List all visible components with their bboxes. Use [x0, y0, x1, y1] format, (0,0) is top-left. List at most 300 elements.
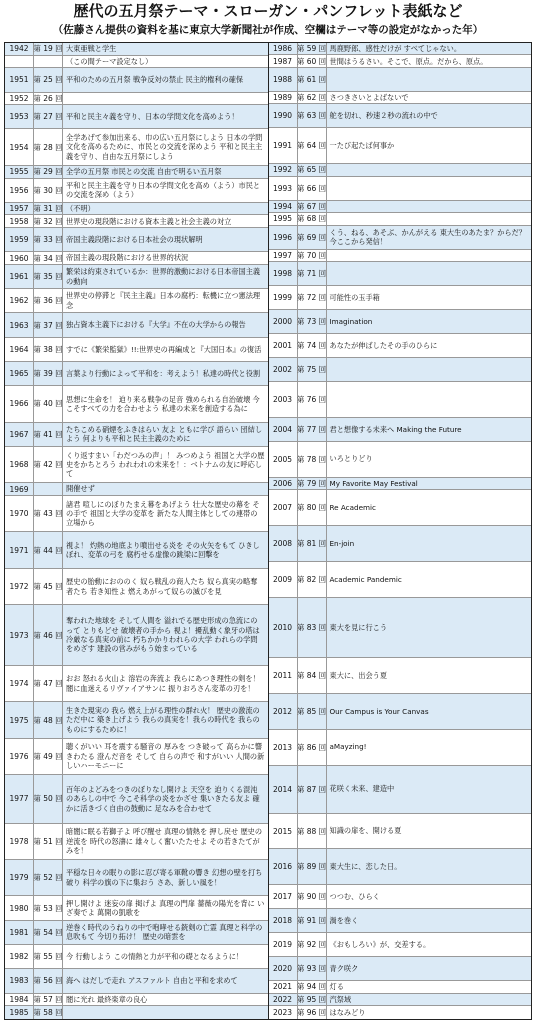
theme-cell — [330, 730, 529, 765]
edition-cell: 第 50 回 — [34, 775, 63, 823]
edition-cell: 第 66 回 — [298, 177, 327, 200]
theme-text: 思想に生命を！ 迫り来る戦争の足音 強められる自治破壊 今こそすべての力を合わせよう 私達の未来を創造する為に — [66, 394, 260, 413]
theme-cell — [66, 313, 265, 336]
table-row — [269, 382, 532, 418]
theme-cell — [66, 166, 265, 178]
theme-text: おお 怒れる火山よ 溶岩の奔流よ 我らにあつき理性の剣を！ 闇に血迷えるリヴァイアサンに 振りおろさん変革の刃を！ — [66, 674, 260, 693]
table-row — [5, 1006, 268, 1019]
theme-text: 平和と民主主義を守り日本の学問文化を高め（よう）市民との交流を深め（よう） — [66, 180, 261, 200]
edition-cell: 第 51 回 — [34, 824, 63, 859]
theme-text: My Favorite May Festival — [329, 478, 418, 488]
edition-cell: 第 55 回 — [34, 945, 63, 968]
theme-text: 東大に、出会う夏 — [329, 670, 388, 680]
year-cell: 1956 — [5, 179, 34, 202]
year-cell: 1994 — [269, 201, 298, 212]
edition-cell: 第 36 回 — [34, 289, 63, 312]
table-row — [5, 386, 268, 422]
edition-cell: 第 72 回 — [298, 286, 327, 309]
theme-text: 繁栄は約束されているか：世界的激動における日本帝国主義の動向 — [66, 267, 261, 286]
table-row — [269, 814, 532, 850]
year-cell: 1993 — [269, 177, 298, 200]
year-cell: 2015 — [269, 814, 298, 849]
year-cell: 2009 — [269, 562, 298, 597]
theme-text: 奪われた地球を そして人間を 溢れでる歴史形成の急流にのって とりもどせ 破壊者の手から 視よ！擾乱動く象牙の塔は 冷厳なる真実の前に 朽ちかかりわれらの大学 われらの学問をめざす 建設の営みがもう始まっている — [66, 616, 260, 654]
year-cell: 1959 — [5, 228, 34, 251]
theme-text: 知識の扉を、開ける夏 — [329, 826, 402, 836]
table-row — [5, 945, 268, 969]
table-row — [5, 447, 268, 483]
year-cell: 2003 — [269, 382, 298, 417]
table-row — [5, 702, 268, 738]
year-cell: 2023 — [269, 1006, 298, 1018]
table-row — [5, 105, 268, 129]
edition-cell: 第 49 回 — [34, 739, 63, 774]
theme-cell — [66, 969, 265, 992]
year-cell: 1975 — [5, 702, 34, 737]
table-row — [269, 177, 532, 201]
table-row — [269, 598, 532, 658]
year-cell: 2016 — [269, 849, 298, 884]
year-cell: 1970 — [5, 496, 34, 531]
theme-text: aMayzing! — [329, 742, 367, 752]
year-cell: 1968 — [5, 447, 34, 482]
year-cell: 2020 — [269, 957, 298, 980]
theme-cell — [66, 824, 265, 859]
edition-cell: 第 27 回 — [34, 105, 63, 128]
theme-text: 世間はうるさい。そこで、原点。だから、原点。 — [329, 56, 488, 66]
theme-text: 汽祭域 — [329, 994, 352, 1004]
theme-text: Re Academic — [329, 502, 376, 512]
year-cell: 1980 — [5, 896, 34, 919]
theme-text: すでに《繁栄監獄》!!:世界史の再編成と『大国日本』の復活 — [66, 344, 262, 354]
table-row — [269, 885, 532, 909]
year-cell: 2006 — [269, 478, 298, 489]
year-cell — [5, 56, 34, 68]
edition-cell: 第 73 回 — [298, 310, 327, 333]
edition-cell: 第 31 回 — [33, 204, 63, 214]
theme-text: 渦を巻く — [329, 916, 359, 926]
theme-cell — [66, 252, 265, 264]
theme-text: 帝国主義の現段階における世界的状況 — [66, 253, 189, 263]
theme-text: 可能性の玉手箱 — [329, 292, 380, 302]
edition-cell: 第 87 回 — [298, 766, 327, 813]
table-row — [269, 562, 532, 598]
table-row — [269, 981, 532, 993]
theme-cell — [66, 43, 265, 55]
theme-text: 諸君 喧しにのぼりたまえ幕をあげよう 壮大な歴史の幕を その手で 祖国と大学の変革を 新たな人間主体としての連帯の立場から — [66, 499, 260, 528]
year-cell: 1960 — [5, 252, 34, 264]
theme-text: 歴史の胎動におののく 奴ら戦乱の商人たち 奴ら真実の略奪者たち 若き知性よ 燃えあがって奴らの滅びを見 — [66, 577, 258, 596]
table-row — [269, 92, 532, 104]
table-row — [5, 215, 268, 228]
edition-cell: 第 60 回 — [296, 56, 327, 66]
theme-cell — [66, 483, 265, 495]
year-cell: 2001 — [269, 334, 298, 357]
edition-cell: 第 80 回 — [298, 490, 327, 525]
table-row — [5, 93, 268, 106]
edition-cell: 第 38 回 — [34, 338, 63, 361]
table-row — [5, 896, 268, 920]
theme-cell — [330, 658, 529, 693]
edition-cell: 第 35 回 — [34, 265, 63, 288]
year-cell: 2018 — [269, 909, 298, 932]
theme-text: 《おもしろい》が、交差する。 — [329, 940, 431, 950]
theme-cell — [330, 526, 529, 561]
theme-cell — [330, 334, 529, 357]
edition-cell: 第 47 回 — [34, 666, 63, 701]
theme-text: Imagination — [329, 316, 373, 326]
year-cell: 1952 — [5, 93, 34, 105]
year-cell: 1982 — [5, 945, 34, 968]
edition-cell: 第 34 回 — [33, 253, 63, 263]
year-cell: 2004 — [269, 418, 298, 441]
theme-text: 平穏な日々の眠りの影に忍び寄る軍靴の響き 幻想の壁を打ち破り 科学の旗の下に集おう さあ、新しい風を！ — [66, 868, 263, 887]
edition-cell: 第 43 回 — [34, 496, 63, 531]
year-cell: 1971 — [5, 532, 34, 567]
table-row — [269, 358, 532, 382]
year-cell: 1976 — [5, 739, 34, 774]
theme-text: 視よ！ 灼熱の地底より噴出せる炎を その火矢をもて ひきしぼれ、変革の弓を 腐朽せる虚像の跳梁に回擊を — [66, 540, 260, 560]
theme-cell — [330, 286, 529, 309]
table-row — [269, 933, 532, 957]
edition-cell: 第 41 回 — [34, 423, 63, 446]
theme-cell — [330, 694, 529, 729]
table-row — [269, 442, 532, 478]
edition-cell: 第 42 回 — [34, 447, 63, 482]
theme-cell — [66, 1006, 265, 1019]
table-row — [5, 362, 268, 386]
year-cell: 2005 — [269, 442, 298, 477]
year-cell: 1983 — [5, 969, 34, 992]
theme-text: はなみどり — [329, 1007, 366, 1017]
theme-cell — [330, 418, 529, 441]
theme-cell — [330, 442, 529, 477]
table-row — [269, 957, 532, 981]
edition-cell: 第 32 回 — [33, 216, 63, 226]
edition-cell: 第 59 回 — [296, 44, 327, 54]
edition-cell: 第 67 回 — [296, 201, 327, 211]
year-cell: 1977 — [5, 775, 34, 823]
edition-cell: 第 57 回 — [33, 994, 63, 1004]
edition-cell: 第 85 回 — [298, 694, 327, 729]
table-row — [5, 129, 268, 165]
table-row — [269, 164, 532, 176]
theme-cell — [66, 386, 265, 421]
year-cell: 2011 — [269, 658, 298, 693]
theme-cell — [66, 921, 265, 944]
theme-cell — [66, 68, 265, 91]
table-row — [269, 262, 532, 286]
theme-cell — [66, 423, 265, 446]
theme-cell — [66, 93, 265, 105]
theme-cell — [330, 226, 529, 249]
theme-cell — [330, 981, 529, 992]
theme-text: 平和のための五月祭 戦争反対の禁止 民主的権利の確保 — [66, 75, 244, 85]
theme-cell — [330, 201, 529, 212]
theme-cell — [66, 666, 265, 701]
table-row — [269, 286, 532, 310]
edition-cell: 第 33 回 — [34, 228, 63, 251]
year-cell: 1957 — [5, 203, 34, 215]
year-cell: 1996 — [269, 226, 298, 249]
edition-cell: 第 37 回 — [34, 313, 63, 336]
year-cell: 1962 — [5, 289, 34, 312]
edition-cell: 第 45 回 — [34, 569, 63, 604]
table-row — [269, 201, 532, 213]
theme-cell — [66, 532, 265, 567]
table-row — [5, 179, 268, 203]
year-cell: 1978 — [5, 824, 34, 859]
table-row — [269, 213, 532, 225]
theme-cell — [66, 338, 265, 361]
table-row — [5, 313, 268, 337]
theme-text: 今 行動しよう この情熱と力が平和の礎となるように！ — [66, 951, 244, 961]
table-row — [5, 203, 268, 216]
theme-text: 言葉より行動によって平和を：考えよう！私達の時代と役割 — [66, 368, 261, 378]
table-row — [269, 250, 532, 262]
year-cell: 1995 — [269, 213, 298, 224]
year-cell: 2019 — [269, 933, 298, 956]
theme-cell — [330, 213, 529, 224]
table-row — [5, 166, 268, 179]
year-cell: 1997 — [269, 250, 298, 261]
theme-cell — [330, 849, 529, 884]
theme-cell — [330, 490, 529, 525]
table-row — [5, 532, 268, 568]
theme-text: いろとりどり — [329, 454, 373, 464]
table-row — [269, 694, 532, 730]
theme-text: 聴くがいい 耳を震する騒音の 厚みを つき破って 高らかに響きわたる 澄んだ音を そして 自らの声で 和すがいい 人間の新しいハーモニーに — [66, 742, 265, 771]
table-row — [269, 310, 532, 334]
theme-text: 花咲く未来、建造中 — [329, 784, 395, 794]
theme-cell — [66, 569, 265, 604]
theme-text: 逆巻く時代のうねりの中で咆哮せる銃剣の亡霊 真理と科学の息吹もて 今切り拓け！ 歴史の暗雲を — [66, 922, 263, 942]
edition-cell: 第 75 回 — [298, 358, 327, 381]
theme-text: さつきさいとよばないで — [329, 92, 409, 102]
table-row — [5, 252, 268, 265]
theme-cell — [66, 265, 265, 288]
year-cell: 1974 — [5, 666, 34, 701]
year-cell: 2014 — [269, 766, 298, 813]
edition-cell: 第 29 回 — [33, 167, 63, 177]
year-cell: 1973 — [5, 605, 34, 665]
table-row — [269, 226, 532, 250]
theme-cell — [330, 358, 529, 381]
table-row — [5, 666, 268, 702]
theme-cell — [330, 43, 529, 54]
edition-cell — [34, 483, 63, 495]
table-row — [269, 55, 532, 67]
page-title: 歴代の五月祭テーマ・スローガン・パンフレット表紙など — [73, 2, 463, 20]
edition-cell: 第 44 回 — [34, 532, 63, 567]
table-row — [269, 418, 532, 442]
header — [0, 0, 536, 42]
year-cell: 1972 — [5, 569, 34, 604]
edition-cell: 第 39 回 — [34, 362, 63, 385]
table-row — [5, 569, 268, 605]
theme-cell — [330, 1006, 529, 1018]
table-row — [269, 478, 532, 490]
table-row — [5, 969, 268, 993]
year-cell: 1955 — [5, 166, 34, 178]
theme-text: （この間テーマ設定なし） — [66, 56, 153, 66]
edition-cell: 第 91 回 — [298, 909, 327, 932]
theme-text: 東大を見に行こう — [329, 622, 388, 632]
theme-text: Our Campus is Your Canvas — [329, 706, 429, 716]
theme-text: 百年のよどみをつきのぼりなし開けよ 天空を 迫りくる混沌のあらしの中で 今こそ科学の炎をかざせ 集いきたる友よ 確かに活きづく自由の鼓動に 足なみを合わせて — [66, 784, 260, 813]
year-cell: 2012 — [269, 694, 298, 729]
year-cell: 1998 — [269, 262, 298, 285]
theme-cell — [330, 262, 529, 285]
theme-cell — [66, 860, 265, 895]
edition-cell: 第 52 回 — [34, 860, 63, 895]
theme-text: 馬鹿野郎、感性だけが すべてじゃない。 — [329, 44, 462, 54]
theme-table — [4, 42, 532, 1020]
theme-cell — [330, 885, 529, 908]
table-row — [5, 496, 268, 532]
theme-text: 海へ はだしで走れ アスファルト 自由と平和を求めて — [66, 976, 238, 986]
theme-cell — [66, 129, 265, 164]
edition-cell: 第 71 回 — [298, 262, 327, 285]
year-cell: 1942 — [5, 43, 34, 55]
theme-text: 全学あげて参加出来る、巾の広い五月祭にしよう 日本の学問文化を高めるために、市民との交流を深めよう 平和と民主主義を守り、自由な五月祭にしよう — [66, 133, 263, 161]
table-column-left — [5, 43, 269, 1019]
edition-cell: 第 86 回 — [298, 730, 327, 765]
table-row — [5, 605, 268, 666]
year-cell: 2000 — [269, 310, 298, 333]
theme-text: 舵を切れ、秒速２秒の流れの中で — [329, 111, 438, 121]
theme-text: たちこめる硝煙をふきはらい 友よ ともに学び 語らい 団結しよう 何よりも平和と民主主義のために — [66, 424, 263, 444]
theme-text: つつむ、ひらく — [329, 892, 380, 902]
edition-cell: 第 56 回 — [34, 969, 63, 992]
table-row — [269, 43, 532, 55]
edition-cell: 第 68 回 — [296, 214, 327, 224]
table-row — [5, 56, 268, 69]
edition-cell: 第 90 回 — [298, 885, 327, 908]
theme-text: （不明） — [66, 203, 95, 213]
theme-text: 大東亜戦と学生 — [66, 44, 117, 54]
year-cell: 2017 — [269, 885, 298, 908]
edition-cell: 第 46 回 — [34, 605, 63, 665]
theme-text: Academic Pandemic — [329, 574, 402, 584]
year-cell: 1989 — [269, 92, 298, 103]
theme-cell — [66, 496, 265, 531]
theme-text: 押し開けよ 迷妄の扉 掲げよ 真理の門扉 薔薇の陽光を背に いざ奏でよ 萬開の凱歌を — [66, 898, 265, 918]
table-row — [269, 994, 532, 1006]
theme-cell — [66, 215, 265, 227]
edition-cell: 第 61 回 — [298, 68, 327, 91]
theme-cell — [330, 598, 529, 657]
edition-cell: 第 53 回 — [34, 896, 63, 919]
year-cell: 1991 — [269, 128, 298, 163]
table-row — [5, 483, 268, 496]
edition-cell: 第 64 回 — [298, 128, 327, 163]
theme-text: 灯る — [329, 982, 344, 992]
edition-cell: 第 88 回 — [298, 814, 327, 849]
theme-cell — [330, 382, 529, 417]
year-cell: 1988 — [269, 68, 298, 91]
table-row — [269, 766, 532, 814]
table-row — [269, 526, 532, 562]
theme-cell — [66, 447, 265, 482]
table-row — [269, 730, 532, 766]
edition-cell: 第 94 回 — [296, 982, 327, 992]
theme-cell — [66, 228, 265, 251]
edition-cell: 第 30 回 — [34, 179, 63, 202]
theme-text: 闇に光れ 最終楽章の良心 — [66, 994, 148, 1004]
theme-text: En-join — [329, 538, 355, 548]
theme-cell — [66, 994, 265, 1006]
year-cell: 1963 — [5, 313, 34, 336]
year-cell: 1953 — [5, 105, 34, 128]
year-cell: 2013 — [269, 730, 298, 765]
theme-text: 全学の五月祭 市民との交流 自由で明るい五月祭 — [66, 166, 222, 176]
year-cell: 1965 — [5, 362, 34, 385]
table-row — [269, 658, 532, 694]
edition-cell: 第 62 回 — [296, 93, 327, 103]
theme-cell — [330, 177, 529, 200]
table-row — [5, 860, 268, 896]
theme-cell — [330, 250, 529, 261]
theme-cell — [66, 179, 265, 202]
year-cell: 2002 — [269, 358, 298, 381]
table-row — [269, 68, 532, 92]
year-cell: 1961 — [5, 265, 34, 288]
theme-cell — [66, 702, 265, 737]
edition-cell: 第 84 回 — [298, 658, 327, 693]
theme-cell — [330, 104, 529, 127]
year-cell: 2022 — [269, 994, 298, 1005]
theme-cell — [330, 68, 529, 91]
edition-cell: 第 58 回 — [33, 1007, 63, 1017]
theme-cell — [66, 945, 265, 968]
year-cell: 1951 — [5, 68, 34, 91]
theme-text: 平和と民主々義を守り、日本の学問文化を高めよう！ — [66, 112, 239, 122]
year-cell: 2021 — [269, 981, 298, 992]
year-cell: 1986 — [269, 43, 298, 54]
year-cell: 1979 — [5, 860, 34, 895]
theme-text: くう、ねる、あそぶ、かんがえる 東大生のあたま？からだ？ 今ここから発信！ — [329, 227, 526, 247]
year-cell: 1984 — [5, 994, 34, 1006]
theme-text: あなたが伸ばしたその手のひらに — [329, 340, 438, 350]
edition-cell: 第 76 回 — [298, 382, 327, 417]
table-row — [269, 1006, 532, 1018]
theme-cell — [66, 775, 265, 823]
theme-cell — [66, 605, 265, 665]
table-row — [5, 338, 268, 362]
table-row — [5, 228, 268, 252]
year-cell: 1999 — [269, 286, 298, 309]
year-cell: 2007 — [269, 490, 298, 525]
theme-cell — [330, 814, 529, 849]
year-cell: 1987 — [269, 55, 298, 66]
table-row — [5, 824, 268, 860]
edition-cell: 第 79 回 — [296, 478, 327, 488]
theme-text: 世界史の停滞と『民主主義』日本の腐朽：転機に立つ憲法理念 — [66, 291, 261, 310]
table-row — [269, 849, 532, 885]
edition-cell — [34, 56, 63, 68]
edition-cell: 第 95 回 — [296, 994, 327, 1004]
edition-cell: 第 78 回 — [298, 442, 327, 477]
edition-cell: 第 54 回 — [34, 921, 63, 944]
table-row — [5, 775, 268, 824]
edition-cell: 第 82 回 — [298, 562, 327, 597]
table-row — [269, 909, 532, 933]
theme-cell — [330, 957, 529, 980]
edition-cell: 第 25 回 — [34, 68, 63, 91]
theme-cell — [330, 766, 529, 813]
theme-text: 帝国主義段階における日本社会の現状解明 — [66, 234, 203, 244]
